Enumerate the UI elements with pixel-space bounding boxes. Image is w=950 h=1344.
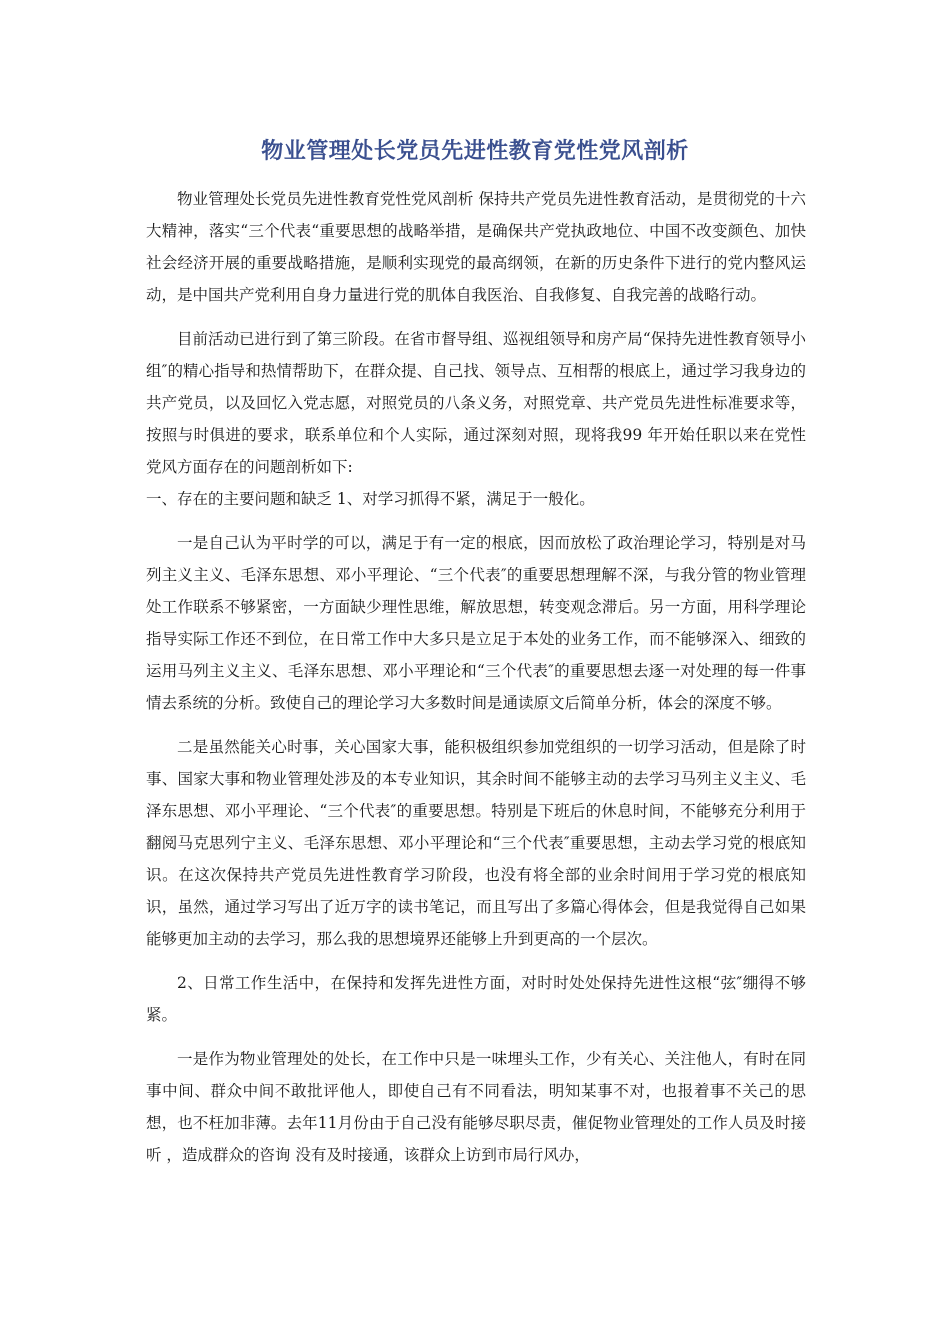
paragraph: 一是自己认为平时学的可以，满足于有一定的根底，因而放松了政治理论学习，特别是对马列主义主义、毛泽东思想、邓小平理论、“三个代表″的重要思想理解不深，与我分管的物业管理处工作联系不够紧密，一方面缺少理性思维，解放思想，转变观念滞后。另一方面，用科学理论指导实际工作还不到位，在日常工作中大多只是立足于本处的业务工作，而不能够深入、细致的运用马列主义主义、毛泽东思想、邓小平理论和“三个代表″的重要思想去逐一对处理的每一件事情去系统的分析。致使自己的理论学习大多数时间是通读原文后简单分析，体会的深度不够。 bbox=[146, 534, 806, 712]
paragraph: 物业管理处长党员先进性教育党性党风剖析 保持共产党员先进性教育活动，是贯彻党的十六大精神，落实“三个代表“重要思想的战略举措，是确保共产党执政地位、中国不改变颜色、加快社会经济开展的重要战略措施，是顺利实现党的最高纲领，在新的历史条件下进行的党内整风运动，是中国共产党利用自身力量进行党的肌体自我医治、自我修复、自我完善的战略行动。 bbox=[146, 190, 806, 304]
paragraph: 二是虽然能关心时事，关心国家大事，能积极组织参加党组织的一切学习活动，但是除了时事、国家大事和物业管理处涉及的本专业知识，其余时间不能够主动的去学习马列主义主义、毛泽东思想、邓小平理论、“三个代表″的重要思想。特别是下班后的休息时间，不能够充分利用于翻阅马克思列宁主义、毛泽东思想、邓小平理论和“三个代表″重要思想，主动去学习党的根底知识。在这次保持共产党员先进性教育学习阶段，也没有将全部的业余时间用于学习党的根底知识，虽然，通过学习写出了近万字的读书笔记，而且写出了多篇心得体会，但是我觉得自己如果能够更加主动的去学习，那么我的思想境界还能够上升到更高的一个层次。 bbox=[146, 738, 806, 948]
paragraph: 2、日常工作生活中，在保持和发挥先进性方面，对时时处处保持先进性这根“弦″绷得不够紧。 bbox=[146, 974, 806, 1024]
paragraph: 目前活动已进行到了第三阶段。在省市督导组、巡视组领导和房产局“保持先进性教育领导小组″的精心指导和热情帮助下，在群众提、自己找、领导点、互相帮的根底上，通过学习我身边的共产党员，以及回忆入党志愿，对照党员的八条义务，对照党章、共产党员先进性标准要求等，按照与时俱进的要求，联系单位和个人实际，通过深刻对照，现将我99 年开始任职以来在党性党风方面存在的问题剖析如下: bbox=[146, 330, 806, 476]
section-heading: 一、存在的主要问题和缺乏 1、对学习抓得不紧，满足于一般化。 bbox=[146, 490, 595, 508]
paragraph: 一是作为物业管理处的处长，在工作中只是一味埋头工作，少有关心、关注他人，有时在同事中间、群众中间不敢批评他人，即使自己有不同看法，明知某事不对，也报着事不关己的思想，也不枉加非薄。去年11月份由于自己没有能够尽职尽责，催促物业管理处的工作人员及时接听 ，造成群众的咨询 没有及时接通，该群众上访到市局行风办， bbox=[146, 1050, 806, 1164]
document-body bbox=[146, 183, 806, 1183]
document-title: 物业管理处长党员先进性教育党性党风剖析 bbox=[261, 139, 689, 164]
